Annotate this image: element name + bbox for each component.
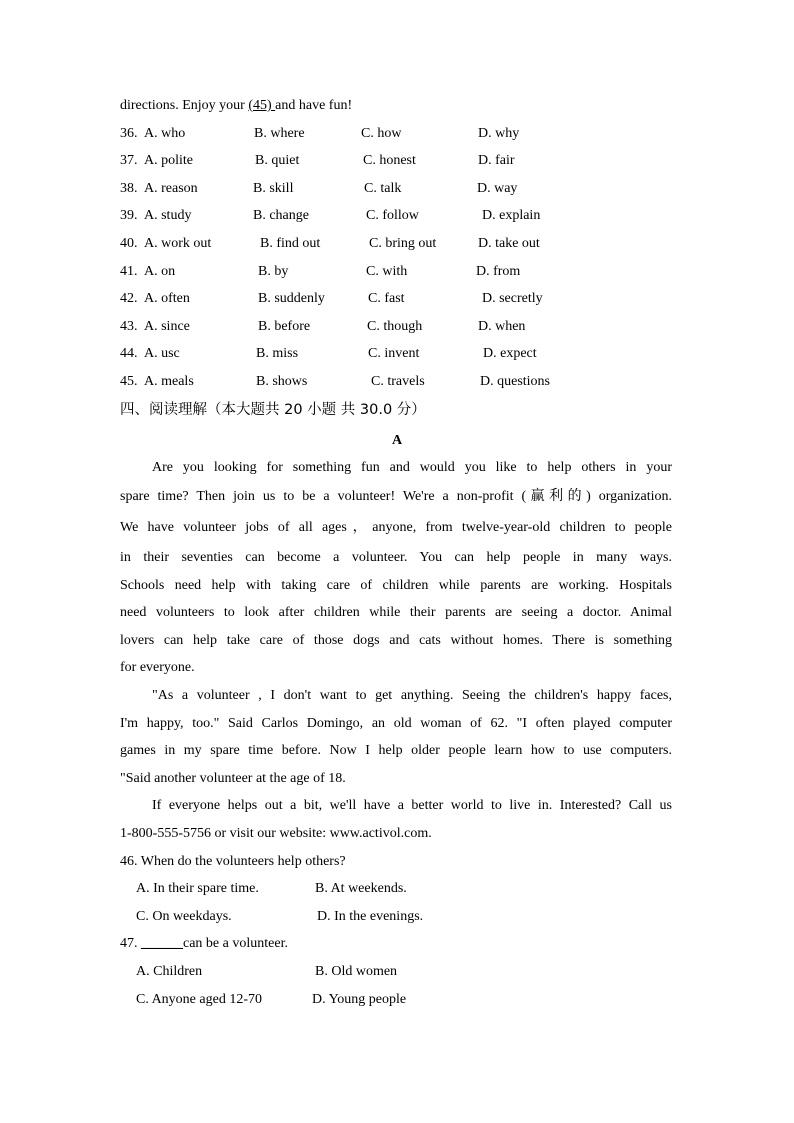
option-a: A. work out bbox=[144, 236, 212, 251]
option-a: A. on bbox=[144, 264, 176, 279]
question-num: 41. bbox=[120, 264, 138, 279]
option-c: C. how bbox=[361, 126, 402, 141]
option-c: C. fast bbox=[368, 291, 405, 306]
option-a: A. meals bbox=[144, 374, 194, 389]
question-num: 36. bbox=[120, 126, 138, 141]
intro-line bbox=[120, 97, 352, 115]
option-d: D. fair bbox=[478, 153, 515, 168]
section-heading: 四、阅读理解（本大题共 20 小题 共 30.0 分） bbox=[120, 402, 426, 418]
option-a: A. study bbox=[144, 208, 192, 223]
intro-text-before: directions. Enjoy your bbox=[120, 98, 249, 113]
option-b: B. miss bbox=[256, 346, 299, 361]
passage-line: games in my spare time before. Now I help older people learn how to use computers. bbox=[120, 743, 672, 758]
option-a: A. Children bbox=[136, 964, 203, 979]
option-d: D. explain bbox=[482, 208, 541, 223]
question-num: 44. bbox=[120, 346, 138, 361]
option-b: B. by bbox=[258, 264, 289, 279]
option-d: D. secretly bbox=[482, 291, 543, 306]
question-num: 39. bbox=[120, 208, 138, 223]
option-c: C. talk bbox=[364, 181, 402, 196]
passage-title: A bbox=[391, 433, 403, 448]
option-d: D. In the evenings. bbox=[317, 909, 424, 924]
option-b: B. At weekends. bbox=[315, 881, 407, 896]
option-b: B. before bbox=[258, 319, 311, 334]
option-b: B. quiet bbox=[255, 153, 300, 168]
option-a: A. In their spare time. bbox=[136, 881, 259, 896]
option-c: C. bring out bbox=[369, 236, 437, 251]
question-num: 38. bbox=[120, 181, 138, 196]
passage-line: Schools need help with taking care of children while parents are working. Hospitals bbox=[120, 578, 672, 593]
option-b: B. change bbox=[253, 208, 309, 223]
passage-line: I'm happy, too." Said Carlos Domingo, an old woman of 62. "I often played computer bbox=[120, 716, 672, 731]
question-num: 40. bbox=[120, 236, 138, 251]
option-b: B. find out bbox=[260, 236, 321, 251]
option-c: C. invent bbox=[368, 346, 420, 361]
option-b: B. Old women bbox=[315, 964, 398, 979]
option-a: A. reason bbox=[144, 181, 198, 196]
passage-line: If everyone helps out a bit, we'll have a better world to live in. Interested? Call us bbox=[152, 798, 672, 813]
option-a: A. usc bbox=[144, 346, 180, 361]
option-d: D. questions bbox=[480, 374, 550, 389]
option-a: A. often bbox=[144, 291, 190, 306]
answer-blank: ______ bbox=[141, 936, 183, 951]
option-c: C. Anyone aged 12-70 bbox=[136, 992, 262, 1007]
question-num: 45. bbox=[120, 374, 138, 389]
option-b: B. where bbox=[254, 126, 305, 141]
option-a: A. who bbox=[144, 126, 186, 141]
passage-line: in their seventies can become a volunteer. You can help people in many ways. bbox=[120, 550, 672, 565]
option-a: A. polite bbox=[144, 153, 193, 168]
question-num: 43. bbox=[120, 319, 138, 334]
option-d: D. from bbox=[476, 264, 521, 279]
passage-line: "Said another volunteer at the age of 18. bbox=[120, 771, 346, 786]
question-stem-text: can be a volunteer. bbox=[183, 936, 288, 951]
option-c: C. On weekdays. bbox=[136, 909, 232, 924]
passage-line: lovers can help take care of those dogs and cats without homes. There is something bbox=[120, 633, 672, 648]
passage-line: need volunteers to look after children while their parents are seeing a doctor. Animal bbox=[120, 605, 672, 620]
blank-45: (45) bbox=[248, 98, 276, 113]
passage-line: for everyone. bbox=[120, 660, 195, 675]
passage-line: spare time? Then join us to be a volunteer! We're a non-profit (赢利的) organization. bbox=[120, 489, 672, 504]
passage-line: Are you looking for something fun and would you like to help others in your bbox=[152, 460, 672, 475]
passage-line: 1-800-555-5756 or visit our website: www.activol.com. bbox=[120, 826, 432, 841]
passage-line: We have volunteer jobs of all ages，anyone, from twelve-year-old children to people bbox=[120, 520, 672, 535]
option-d: D. expect bbox=[483, 346, 537, 361]
option-a: A. since bbox=[144, 319, 190, 334]
question-num: 42. bbox=[120, 291, 138, 306]
option-d: D. why bbox=[478, 126, 520, 141]
question-stem: 46. When do the volunteers help others? bbox=[120, 854, 346, 869]
option-b: B. shows bbox=[256, 374, 308, 389]
option-d: D. when bbox=[478, 319, 526, 334]
option-c: C. with bbox=[366, 264, 408, 279]
option-b: B. suddenly bbox=[258, 291, 325, 306]
option-c: C. honest bbox=[363, 153, 416, 168]
option-c: C. follow bbox=[366, 208, 419, 223]
question-stem bbox=[120, 935, 288, 953]
option-d: D. Young people bbox=[312, 992, 407, 1007]
option-d: D. way bbox=[477, 181, 518, 196]
question-num: 47. bbox=[120, 936, 138, 951]
option-c: C. though bbox=[367, 319, 423, 334]
option-c: C. travels bbox=[371, 374, 425, 389]
question-num: 37. bbox=[120, 153, 138, 168]
intro-text-after: and have fun! bbox=[275, 98, 353, 113]
option-b: B. skill bbox=[253, 181, 294, 196]
passage-line: "As a volunteer , I don't want to get anything. Seeing the children's happy faces, bbox=[152, 688, 672, 703]
option-d: D. take out bbox=[478, 236, 540, 251]
